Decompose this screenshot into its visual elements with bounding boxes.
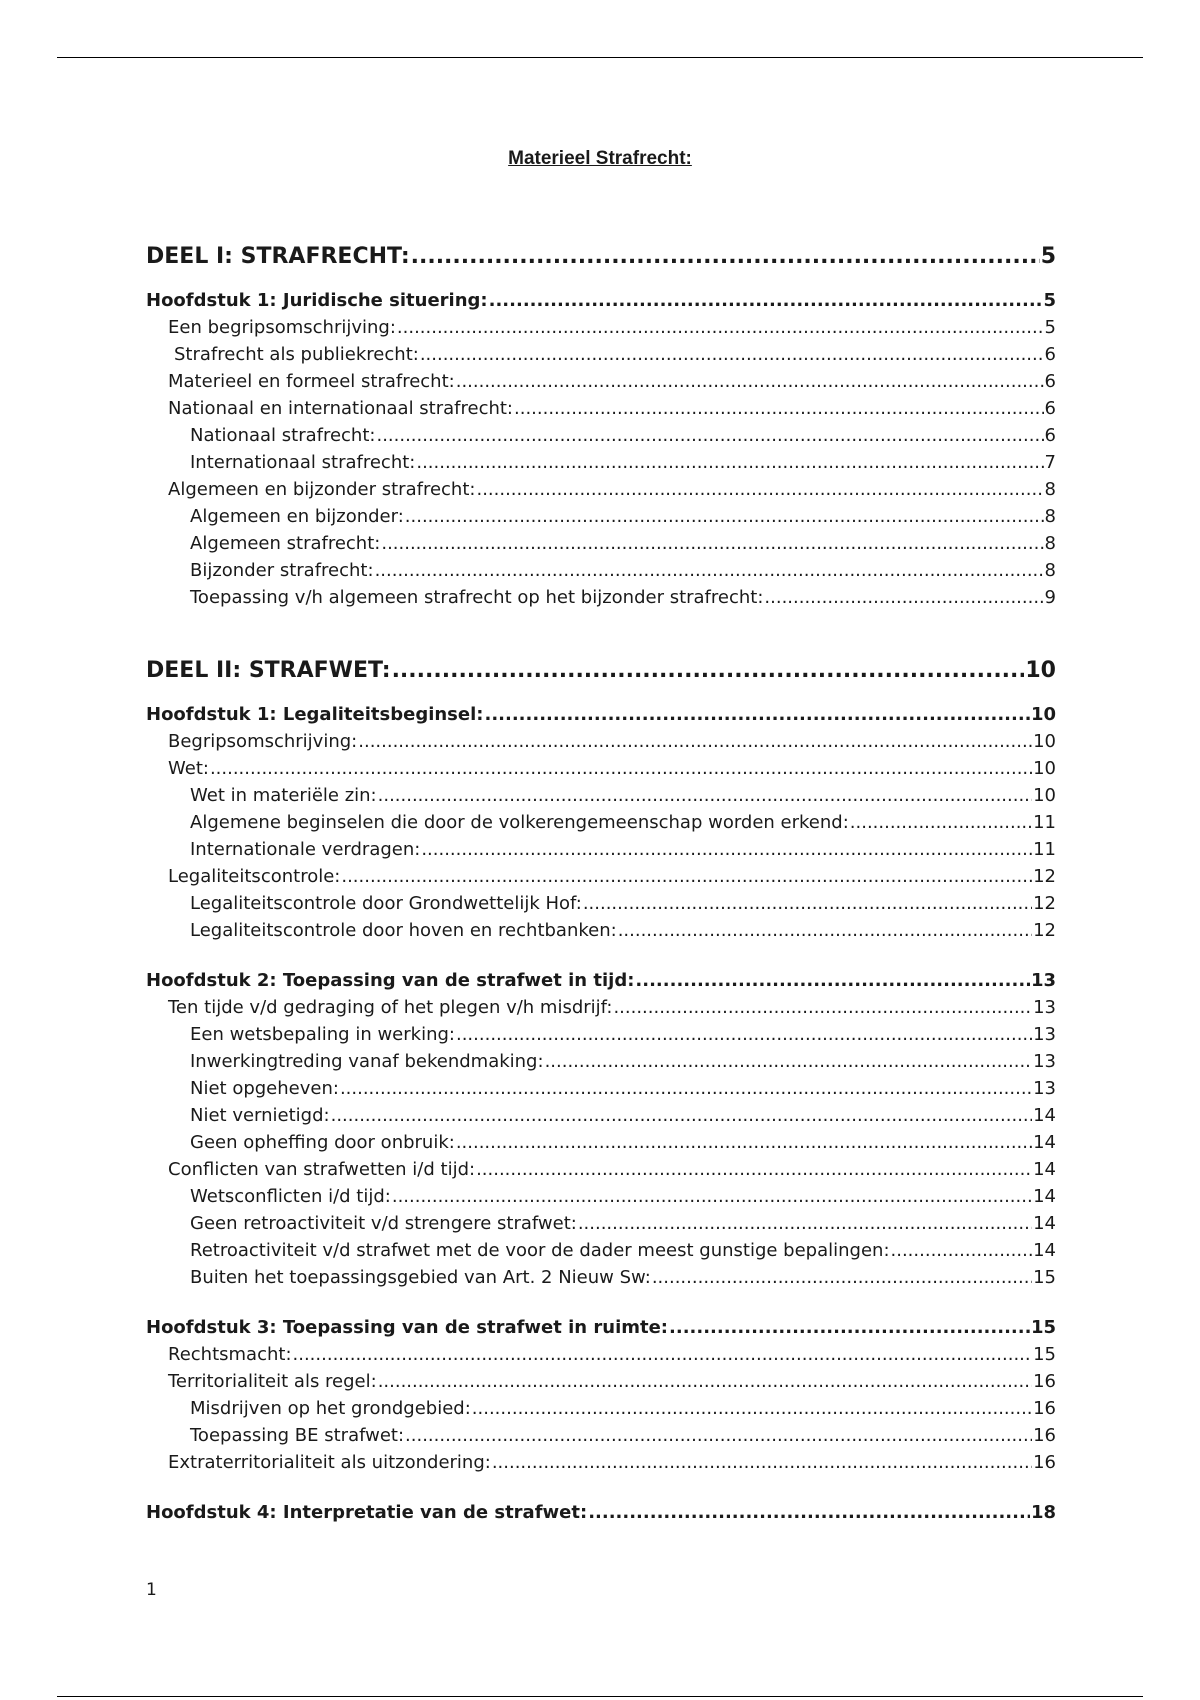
header-rule — [57, 57, 1143, 58]
toc-entry-page: 14 — [1033, 1240, 1056, 1261]
toc-dot-leader — [618, 917, 1032, 944]
toc-dot-leader — [421, 836, 1032, 863]
toc-entry-page: 13 — [1033, 1024, 1056, 1045]
toc-dot-leader — [850, 809, 1032, 836]
toc-dot-leader — [411, 240, 1040, 274]
toc-dot-leader — [340, 1075, 1032, 1102]
toc-entry-subsection[interactable] — [146, 890, 1056, 917]
toc-entry-label: Strafrecht als publiekrecht: — [174, 344, 419, 365]
toc-entry-label: DEEL I: STRAFRECHT: — [146, 244, 410, 269]
toc-entry-subsection[interactable] — [146, 1264, 1056, 1291]
toc-entry-label: Wet: — [168, 758, 209, 779]
toc-dot-leader — [392, 1183, 1032, 1210]
toc-entry-label: Bijzonder strafrecht: — [190, 560, 374, 581]
toc-entry-page: 13 — [1033, 1078, 1056, 1099]
toc-dot-leader — [341, 863, 1032, 890]
toc-entry-part[interactable] — [146, 240, 1056, 274]
toc-entry-section[interactable] — [146, 994, 1056, 1021]
toc-dot-leader — [489, 287, 1043, 314]
toc-entry-subsection[interactable] — [146, 782, 1056, 809]
toc-entry-label: Nationaal en internationaal strafrecht: — [168, 398, 513, 419]
toc-entry-page: 15 — [1030, 1317, 1056, 1338]
toc-dot-leader — [416, 449, 1043, 476]
toc-entry-label: Algemeen en bijzonder: — [190, 506, 404, 527]
toc-dot-leader — [405, 503, 1044, 530]
toc-entry-label: Algemene beginselen die door de volkerengemeenschap worden erkend: — [190, 812, 849, 833]
toc-entry-label: Begripsomschrijving: — [168, 731, 358, 752]
toc-entry-page: 6 — [1044, 398, 1056, 419]
toc-entry-page: 13 — [1033, 997, 1056, 1018]
toc-dot-leader — [210, 755, 1032, 782]
toc-entry-label: Legaliteitscontrole: — [168, 866, 341, 887]
toc-entry-label: Geen retroactiviteit v/d strengere strafwet: — [190, 1213, 577, 1234]
toc-entry-subsection[interactable] — [146, 1183, 1056, 1210]
toc-entry-label: DEEL II: STRAFWET: — [146, 658, 391, 683]
toc-entry-page: 16 — [1033, 1371, 1056, 1392]
toc-entry-page: 8 — [1044, 479, 1056, 500]
footer-rule — [57, 1696, 1143, 1697]
toc-entry-label: Extraterritorialiteit als uitzondering: — [168, 1452, 491, 1473]
toc-entry-page: 11 — [1033, 839, 1056, 860]
toc-dot-leader — [456, 368, 1044, 395]
toc-entry-page: 14 — [1033, 1186, 1056, 1207]
toc-entry-page: 5 — [1043, 290, 1056, 311]
toc-dot-leader — [476, 1156, 1032, 1183]
toc-entry-label: Rechtsmacht: — [168, 1344, 292, 1365]
toc-entry-section[interactable] — [146, 1341, 1056, 1368]
toc-dot-leader — [891, 1237, 1033, 1264]
toc-dot-leader — [578, 1210, 1032, 1237]
toc-entry-label: Algemeen strafrecht: — [190, 533, 381, 554]
toc-entry-chapter[interactable] — [146, 287, 1056, 314]
toc-dot-leader — [472, 1395, 1032, 1422]
toc-entry-page: 14 — [1033, 1105, 1056, 1126]
toc-entry-part[interactable] — [146, 654, 1056, 688]
toc-entry-label: Een begripsomschrijving: — [168, 317, 396, 338]
toc-dot-leader — [514, 395, 1044, 422]
toc-entry-subsection[interactable] — [146, 1048, 1056, 1075]
toc-entry-page: 6 — [1044, 344, 1056, 365]
toc-entry-page: 13 — [1033, 1051, 1056, 1072]
toc-entry-page: 16 — [1033, 1452, 1056, 1473]
toc-dot-leader — [376, 422, 1043, 449]
toc-entry-page: 8 — [1044, 506, 1056, 527]
toc-entry-subsection[interactable] — [146, 836, 1056, 863]
toc-entry-page: 8 — [1044, 560, 1056, 581]
toc-entry-label: Conflicten van strafwetten i/d tijd: — [168, 1159, 476, 1180]
toc-entry-page: 14 — [1033, 1213, 1056, 1234]
toc-entry-subsection[interactable] — [146, 1422, 1056, 1449]
toc-entry-section[interactable] — [146, 728, 1056, 755]
toc-entry-section[interactable] — [146, 314, 1056, 341]
toc-entry-label: Legaliteitscontrole door Grondwettelijk Hof: — [190, 893, 582, 914]
toc-entry-label: Een wetsbepaling in werking: — [190, 1024, 455, 1045]
toc-entry-section[interactable] — [146, 1449, 1056, 1476]
toc-entry-page: 10 — [1025, 658, 1056, 683]
toc-entry-label: Internationale verdragen: — [190, 839, 421, 860]
toc-entry-subsection[interactable] — [146, 584, 1056, 611]
toc-entry-subsection[interactable] — [146, 449, 1056, 476]
toc-entry-label: Materieel en formeel strafrecht: — [168, 371, 455, 392]
toc-entry-label: Buiten het toepassingsgebied van Art. 2 Nieuw Sw: — [190, 1267, 651, 1288]
toc-entry-chapter[interactable] — [146, 1499, 1056, 1526]
toc-dot-leader — [397, 314, 1044, 341]
toc-entry-label: Wetsconflicten i/d tijd: — [190, 1186, 391, 1207]
toc-entry-page: 7 — [1044, 452, 1056, 473]
toc-entry-label: Hoofdstuk 1: Legaliteitsbeginsel: — [146, 704, 484, 725]
toc-entry-section[interactable] — [146, 863, 1056, 890]
toc-entry-page: 16 — [1033, 1398, 1056, 1419]
toc-dot-leader — [375, 557, 1044, 584]
toc-entry-label: Hoofdstuk 2: Toepassing van de strafwet in tijd: — [146, 970, 635, 991]
toc-entry-page: 10 — [1033, 731, 1056, 752]
toc-entry-page: 14 — [1033, 1132, 1056, 1153]
toc-entry-page: 5 — [1040, 244, 1056, 269]
toc-entry-section[interactable] — [146, 1156, 1056, 1183]
toc-entry-section[interactable] — [146, 395, 1056, 422]
toc-dot-leader — [764, 584, 1043, 611]
table-of-contents — [146, 240, 1056, 1526]
toc-entry-page: 15 — [1033, 1344, 1056, 1365]
toc-entry-subsection[interactable] — [146, 1102, 1056, 1129]
toc-entry-subsection[interactable] — [146, 1129, 1056, 1156]
toc-entry-chapter[interactable] — [146, 701, 1056, 728]
toc-entry-page: 16 — [1033, 1425, 1056, 1446]
toc-entry-subsection[interactable] — [146, 503, 1056, 530]
toc-entry-subsection[interactable] — [146, 557, 1056, 584]
toc-entry-label: Hoofdstuk 4: Interpretatie van de strafwet: — [146, 1502, 588, 1523]
toc-entry-page: 12 — [1033, 920, 1056, 941]
toc-dot-leader — [358, 728, 1032, 755]
toc-entry-chapter[interactable] — [146, 1314, 1056, 1341]
toc-dot-leader — [392, 654, 1025, 688]
toc-entry-page: 10 — [1033, 785, 1056, 806]
toc-entry-page: 12 — [1033, 866, 1056, 887]
toc-entry-page: 9 — [1044, 587, 1056, 608]
toc-dot-leader — [583, 890, 1032, 917]
toc-dot-leader — [492, 1449, 1032, 1476]
toc-entry-subsection[interactable] — [146, 1237, 1056, 1264]
toc-dot-leader — [476, 476, 1043, 503]
toc-entry-page: 5 — [1044, 317, 1056, 338]
toc-entry-section[interactable] — [146, 755, 1056, 782]
toc-dot-leader — [635, 967, 1030, 994]
toc-entry-label: Hoofdstuk 1: Juridische situering: — [146, 290, 488, 311]
toc-dot-leader — [381, 530, 1043, 557]
toc-entry-page: 10 — [1030, 704, 1056, 725]
toc-entry-subsection[interactable] — [146, 917, 1056, 944]
toc-dot-leader — [405, 1422, 1032, 1449]
toc-entry-subsection[interactable] — [146, 530, 1056, 557]
toc-dot-leader — [420, 341, 1044, 368]
toc-dot-leader — [545, 1048, 1033, 1075]
toc-entry-label: Toepassing v/h algemeen strafrecht op het bijzonder strafrecht: — [190, 587, 764, 608]
toc-dot-leader — [588, 1499, 1030, 1526]
toc-entry-label: Ten tijde v/d gedraging of het plegen v/h misdrijf: — [168, 997, 613, 1018]
toc-entry-label: Territorialiteit als regel: — [168, 1371, 377, 1392]
toc-dot-leader — [613, 994, 1032, 1021]
toc-dot-leader — [652, 1264, 1032, 1291]
toc-entry-page: 10 — [1033, 758, 1056, 779]
toc-entry-section[interactable] — [146, 368, 1056, 395]
toc-entry-subsection[interactable] — [146, 1210, 1056, 1237]
toc-entry-section[interactable] — [146, 341, 1056, 368]
toc-entry-label: Algemeen en bijzonder strafrecht: — [168, 479, 476, 500]
toc-entry-label: Niet vernietigd: — [190, 1105, 330, 1126]
document-title: Materieel Strafrecht: — [508, 148, 692, 169]
toc-dot-leader — [378, 1368, 1032, 1395]
toc-dot-leader — [456, 1021, 1032, 1048]
toc-entry-subsection[interactable] — [146, 1021, 1056, 1048]
toc-entry-label: Toepassing BE strafwet: — [190, 1425, 405, 1446]
toc-entry-page: 6 — [1044, 371, 1056, 392]
toc-dot-leader — [484, 701, 1029, 728]
toc-entry-chapter[interactable] — [146, 967, 1056, 994]
toc-entry-label: Nationaal strafrecht: — [190, 425, 376, 446]
toc-entry-page: 14 — [1033, 1159, 1056, 1180]
toc-entry-label: Niet opgeheven: — [190, 1078, 339, 1099]
toc-entry-subsection[interactable] — [146, 1395, 1056, 1422]
toc-entry-label: Internationaal strafrecht: — [190, 452, 416, 473]
toc-entry-section[interactable] — [146, 1368, 1056, 1395]
page-number: 1 — [146, 1580, 157, 1600]
toc-entry-label: Geen opheffing door onbruik: — [190, 1132, 455, 1153]
toc-entry-page: 18 — [1030, 1502, 1056, 1523]
toc-entry-page: 8 — [1044, 533, 1056, 554]
toc-dot-leader — [331, 1102, 1033, 1129]
toc-entry-label: Retroactiviteit v/d strafwet met de voor de dader meest gunstige bepalingen: — [190, 1240, 890, 1261]
toc-dot-leader — [456, 1129, 1032, 1156]
toc-entry-label: Inwerkingtreding vanaf bekendmaking: — [190, 1051, 544, 1072]
toc-entry-subsection[interactable] — [146, 422, 1056, 449]
toc-entry-label: Hoofdstuk 3: Toepassing van de strafwet in ruimte: — [146, 1317, 669, 1338]
toc-entry-section[interactable] — [146, 476, 1056, 503]
toc-entry-page: 12 — [1033, 893, 1056, 914]
toc-entry-label: Misdrijven op het grondgebied: — [190, 1398, 471, 1419]
toc-entry-label: Legaliteitscontrole door hoven en rechtbanken: — [190, 920, 617, 941]
toc-entry-subsection[interactable] — [146, 1075, 1056, 1102]
toc-entry-label: Wet in materiële zin: — [190, 785, 377, 806]
toc-entry-page: 15 — [1033, 1267, 1056, 1288]
toc-entry-page: 6 — [1044, 425, 1056, 446]
toc-dot-leader — [293, 1341, 1033, 1368]
toc-dot-leader — [378, 782, 1032, 809]
toc-dot-leader — [669, 1314, 1030, 1341]
toc-entry-subsection[interactable] — [146, 809, 1056, 836]
toc-entry-page: 11 — [1033, 812, 1056, 833]
toc-entry-page: 13 — [1030, 970, 1056, 991]
